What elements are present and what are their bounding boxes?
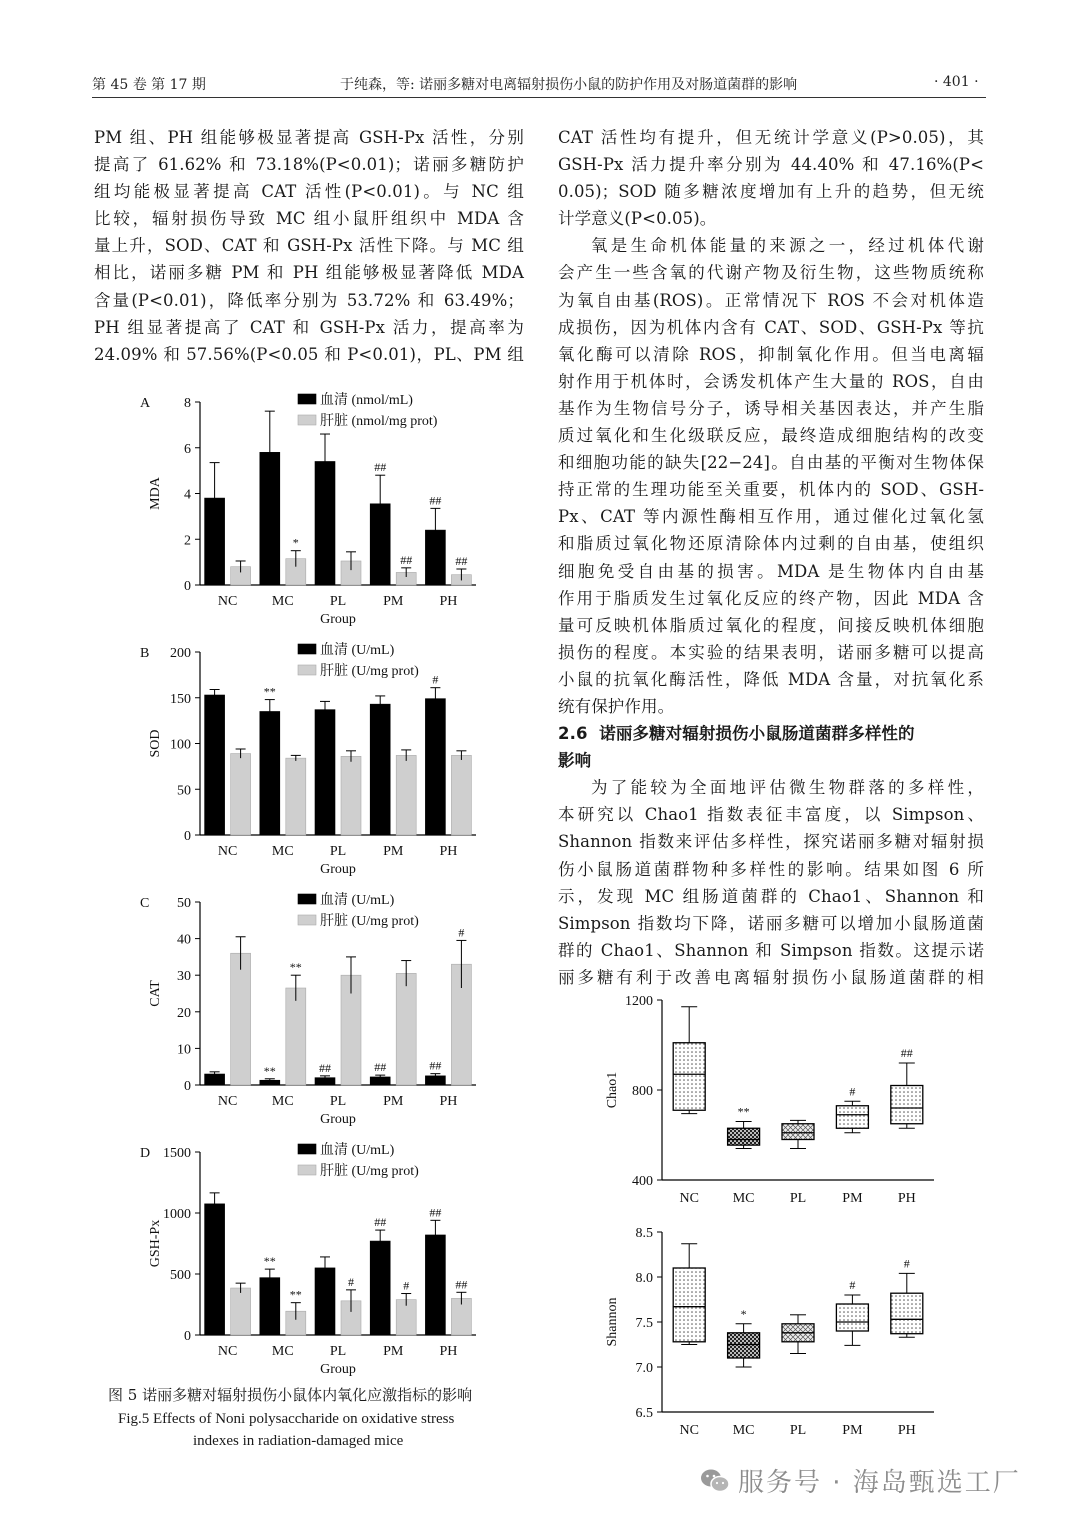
text-line: GSH-Px 活力提升率分别为 44.40% 和 47.16%(P< bbox=[558, 155, 984, 175]
x-tick-label: NC bbox=[679, 1423, 699, 1438]
significance-mark: # bbox=[348, 1274, 354, 1289]
x-tick-label: PH bbox=[439, 594, 458, 609]
y-tick-label: 8.5 bbox=[635, 1226, 653, 1241]
x-tick-label: PL bbox=[329, 844, 347, 859]
legend-label: 血清 (nmol/mL) bbox=[320, 393, 413, 408]
significance-mark: # bbox=[458, 925, 465, 940]
y-tick-label: 4 bbox=[184, 487, 191, 503]
text-line: CAT 活性均有提升，但无统计学意义(P>0.05)，其 bbox=[558, 128, 984, 147]
y-tick-label: 0 bbox=[184, 829, 191, 844]
watermark-text: 服务号 · 海岛甄选工厂 bbox=[738, 1468, 1021, 1498]
legend-swatch bbox=[298, 1144, 316, 1154]
significance-mark: # bbox=[903, 1256, 910, 1271]
x-tick-label: MC bbox=[732, 1191, 755, 1206]
x-tick-label: PH bbox=[439, 1344, 458, 1359]
bar bbox=[425, 699, 445, 835]
bar bbox=[205, 695, 225, 835]
bar-chart-mda bbox=[130, 390, 510, 630]
legend-swatch bbox=[298, 394, 316, 404]
text-line: 0.05)；SOD 随多糖浓度增加有上升的趋势，但无统 bbox=[558, 182, 984, 202]
text-line: 和细胞功能的缺失[22−24]。自由基的平衡对生物体保 bbox=[558, 453, 984, 473]
bar bbox=[370, 1241, 390, 1335]
significance-mark: ## bbox=[319, 1060, 331, 1075]
significance-mark: ## bbox=[455, 553, 468, 568]
text-line: 为氧自由基(ROS)。正常情况下 ROS 不会对机体造 bbox=[558, 290, 984, 310]
y-tick-label: 0 bbox=[184, 1329, 191, 1344]
significance-mark: ## bbox=[429, 1058, 442, 1073]
x-tick-label: NC bbox=[217, 1344, 238, 1359]
significance-mark: ** bbox=[263, 1063, 276, 1078]
y-tick-label: 7.5 bbox=[635, 1316, 653, 1331]
text-line: 作用于脂质发生过氧化反应的终产物，因此 MDA 含 bbox=[558, 588, 984, 608]
text-line: 和脂质过氧化物还原清除体内过剩的自由基，使组织 bbox=[558, 534, 984, 554]
text-line: Simpson 指数均下降，诺丽多糖可以增加小鼠肠道菌 bbox=[558, 913, 984, 933]
text-line: 含量(P<0.01)，降低率分别为 53.72% 和 63.49%； bbox=[94, 290, 524, 310]
x-tick-label: MC bbox=[732, 1423, 755, 1438]
x-tick-label: NC bbox=[217, 844, 238, 859]
y-axis-label: MDA bbox=[148, 477, 163, 510]
y-tick-label: 50 bbox=[177, 896, 191, 911]
box bbox=[728, 1128, 760, 1145]
x-tick-label: NC bbox=[679, 1191, 699, 1206]
x-tick-label: PH bbox=[897, 1191, 916, 1206]
legend-swatch bbox=[298, 415, 316, 425]
legend-swatch bbox=[298, 915, 316, 925]
y-tick-label: 200 bbox=[170, 646, 191, 661]
y-tick-label: 800 bbox=[632, 1084, 653, 1099]
x-tick-label: PM bbox=[383, 594, 404, 609]
x-axis-label: Group bbox=[320, 1362, 356, 1377]
x-tick-label: MC bbox=[271, 844, 294, 859]
text-line: 质过氧化和生化级联反应，最终造成细胞结构的改变 bbox=[558, 426, 984, 446]
wechat-icon bbox=[700, 1468, 730, 1494]
header-title: 于纯森，等: 诺丽多糖对电离辐射损伤小鼠的防护作用及对肠道菌群的影响 bbox=[340, 77, 798, 93]
y-tick-label: 50 bbox=[177, 783, 191, 799]
x-tick-label: PM bbox=[383, 1344, 404, 1359]
left-column-text bbox=[94, 124, 524, 368]
bar-chart-cat bbox=[130, 890, 510, 1130]
text-line: 会产生一些含氧的代谢产物及衍生物，这些物质统称 bbox=[558, 263, 984, 283]
significance-mark: ## bbox=[900, 1046, 913, 1060]
box bbox=[836, 1106, 868, 1129]
significance-mark: ## bbox=[455, 1277, 468, 1292]
legend-swatch bbox=[298, 894, 316, 904]
y-axis-label: SOD bbox=[148, 729, 163, 758]
x-tick-label: PM bbox=[842, 1191, 863, 1206]
significance-mark: # bbox=[403, 1278, 410, 1293]
figure5-caption-en-1: Fig.5 Effects of Noni polysaccharide on oxidative stress bbox=[118, 1411, 455, 1427]
text-line: 基作为生物信号分子，诱导相关基因表达，并产生脂 bbox=[558, 398, 984, 418]
panel-label: D bbox=[140, 1146, 151, 1161]
box bbox=[673, 1268, 705, 1342]
significance-mark: ## bbox=[374, 1060, 387, 1075]
y-tick-label: 500 bbox=[170, 1268, 191, 1283]
text-line: 氧是生命机体能量的来源之一，经过机体代谢 bbox=[591, 236, 984, 256]
bar bbox=[231, 754, 251, 835]
y-tick-label: 1500 bbox=[163, 1146, 191, 1161]
text-line: 提高了 61.62% 和 73.18%(P<0.01)；诺丽多糖防护 bbox=[94, 155, 524, 175]
text-line: 量可反映机体脂质过氧化的程度，间接反映机体细胞 bbox=[558, 615, 984, 635]
legend-label: 肝脏 (U/mg prot) bbox=[320, 664, 419, 679]
section-title: 诺丽多糖对辐射损伤小鼠肠道菌群多样性的 bbox=[599, 724, 915, 744]
x-tick-label: PL bbox=[789, 1191, 807, 1206]
text-line: 损伤的程度。本实验的结果表明，诺丽多糖可以提高 bbox=[558, 642, 984, 662]
bar bbox=[396, 755, 416, 835]
significance-mark: # bbox=[849, 1084, 856, 1099]
y-tick-label: 8 bbox=[184, 396, 191, 411]
y-tick-label: 40 bbox=[177, 932, 191, 948]
panel-label: C bbox=[140, 896, 150, 911]
box bbox=[891, 1293, 923, 1334]
significance-mark: # bbox=[432, 672, 439, 687]
y-tick-label: 100 bbox=[170, 737, 191, 753]
y-axis-label: Chao1 bbox=[605, 1071, 620, 1109]
x-axis-label: Group bbox=[320, 862, 356, 877]
significance-mark: ** bbox=[737, 1104, 750, 1119]
text-line: 细胞免受自由基的损害。MDA 是生物体内自由基 bbox=[558, 561, 984, 581]
x-tick-label: PH bbox=[439, 844, 458, 859]
x-tick-label: PM bbox=[383, 844, 404, 859]
y-tick-label: 1200 bbox=[625, 994, 653, 1009]
figure5-caption-en-2: indexes in radiation-damaged mice bbox=[193, 1433, 404, 1449]
bar bbox=[286, 758, 306, 835]
header-volume: 第 45 卷 第 17 期 bbox=[92, 77, 206, 93]
text-line: 氧化酶可以清除 ROS，抑制氧化作用。但当电离辐 bbox=[558, 344, 984, 364]
bar bbox=[396, 973, 416, 1085]
x-tick-label: NC bbox=[217, 594, 238, 609]
x-tick-label: PL bbox=[329, 594, 347, 609]
x-tick-label: PL bbox=[329, 1344, 347, 1359]
x-tick-label: PH bbox=[897, 1423, 916, 1438]
legend-label: 血清 (U/mL) bbox=[320, 893, 395, 908]
text-line: 本研究以 Chao1 指数表征丰富度，以 Simpson、 bbox=[558, 805, 984, 825]
significance-mark: ** bbox=[289, 1287, 302, 1302]
header-rule bbox=[92, 97, 986, 98]
text-line: 小鼠的抗氧化酶活性，降低 MDA 含量，对抗氧化系 bbox=[558, 669, 984, 689]
legend-label: 肝脏 (U/mg prot) bbox=[320, 1164, 419, 1179]
box-plot-shannon bbox=[598, 1222, 958, 1450]
text-line: 统有保护作用。 bbox=[558, 696, 675, 716]
section-title-cont: 影响 bbox=[558, 751, 592, 771]
y-tick-label: 0 bbox=[184, 579, 191, 594]
text-line: 量上升，SOD、CAT 和 GSH-Px 活性下降。与 MC 组 bbox=[94, 236, 524, 256]
bar-chart-gsh-px bbox=[130, 1140, 510, 1380]
bar bbox=[205, 1204, 225, 1335]
bar bbox=[286, 988, 306, 1085]
bar bbox=[370, 704, 390, 835]
significance-mark: ** bbox=[263, 684, 276, 699]
text-line: 24.09% 和 57.56%(P<0.05 和 P<0.01)，PL、PM 组 bbox=[94, 344, 524, 364]
x-axis-label: Group bbox=[320, 1112, 356, 1127]
significance-mark: ## bbox=[429, 1205, 442, 1220]
text-line: 持正常的生理功能至关重要，机体内的 SOD、GSH- bbox=[558, 480, 984, 500]
text-line: 射作用于机体时，会诱发机体产生大量的 ROS，自由 bbox=[558, 371, 984, 391]
y-axis-label: GSH-Px bbox=[148, 1219, 163, 1268]
box bbox=[673, 1043, 705, 1111]
y-tick-label: 20 bbox=[177, 1005, 191, 1021]
bar bbox=[341, 756, 361, 835]
text-line: Px、CAT 等内源性酶相互作用，通过催化过氧化氢 bbox=[558, 507, 984, 527]
text-line: 示，发现 MC 组肠道菌群的 Chao1、Shannon 和 bbox=[558, 886, 984, 906]
text-line: 群的 Chao1、Shannon 和 Simpson 指数。这提示诺 bbox=[558, 940, 984, 960]
text-line: PH 组显著提高了 CAT 和 GSH-Px 活力，提高率为 bbox=[94, 317, 524, 337]
bar bbox=[425, 1235, 445, 1335]
text-line: 伤小鼠肠道菌群物种多样性的影响。结果如图 6 所 bbox=[558, 859, 984, 879]
x-tick-label: MC bbox=[271, 1344, 294, 1359]
bar-chart-sod bbox=[130, 640, 510, 880]
x-tick-label: MC bbox=[271, 594, 294, 609]
box bbox=[782, 1124, 814, 1140]
x-tick-label: PM bbox=[842, 1423, 863, 1438]
bar bbox=[315, 710, 335, 835]
significance-mark: ## bbox=[429, 493, 442, 508]
bar bbox=[260, 711, 280, 835]
y-tick-label: 8.0 bbox=[635, 1271, 653, 1286]
y-tick-label: 2 bbox=[184, 533, 191, 549]
legend-label: 肝脏 (nmol/mg prot) bbox=[320, 414, 438, 429]
box bbox=[891, 1086, 923, 1124]
y-tick-label: 6 bbox=[184, 441, 191, 457]
text-line: Shannon 指数来评估多样性，探究诺丽多糖对辐射损 bbox=[558, 832, 984, 852]
y-axis-label: Shannon bbox=[605, 1297, 620, 1347]
section-number: 2.6 bbox=[558, 724, 588, 744]
legend-swatch bbox=[298, 665, 316, 675]
significance-mark: ## bbox=[400, 552, 413, 567]
significance-mark: # bbox=[849, 1278, 856, 1292]
bar bbox=[451, 755, 471, 835]
bar bbox=[260, 1278, 280, 1335]
text-line: PM 组、PH 组能够极显著提高 GSH-Px 活性，分别 bbox=[94, 128, 524, 147]
y-tick-label: 30 bbox=[177, 969, 191, 985]
significance-mark: ## bbox=[374, 460, 387, 475]
box bbox=[836, 1304, 868, 1331]
bar bbox=[231, 953, 251, 1085]
significance-mark: ** bbox=[289, 960, 302, 975]
significance-mark: * bbox=[740, 1306, 747, 1321]
y-tick-label: 10 bbox=[177, 1042, 191, 1058]
y-tick-label: 150 bbox=[170, 691, 191, 707]
legend-label: 血清 (U/mL) bbox=[320, 1143, 395, 1158]
figure5-caption-cn: 图 5 诺丽多糖对辐射损伤小鼠体内氧化应激指标的影响 bbox=[108, 1386, 473, 1404]
y-tick-label: 1000 bbox=[163, 1207, 191, 1222]
header-page-number: · 401 · bbox=[934, 74, 979, 90]
text-line: 比较，辐射损伤导致 MC 组小鼠肝组织中 MDA 含 bbox=[94, 209, 524, 229]
text-line: 成损伤，因为机体内含有 CAT、SOD、GSH-Px 等抗 bbox=[558, 317, 984, 337]
text-line: 组均能极显著提高 CAT 活性(P<0.01)。与 NC 组 bbox=[94, 182, 524, 202]
x-tick-label: MC bbox=[271, 1094, 294, 1109]
x-tick-label: PL bbox=[789, 1423, 807, 1438]
legend-label: 肝脏 (U/mg prot) bbox=[320, 914, 419, 929]
panel-label: A bbox=[140, 396, 151, 411]
y-tick-label: 6.5 bbox=[635, 1406, 653, 1421]
x-tick-label: PM bbox=[383, 1094, 404, 1109]
text-line: 为了能较为全面地评估微生物群落的多样性， bbox=[591, 778, 984, 798]
x-tick-label: PL bbox=[329, 1094, 347, 1109]
x-tick-label: PH bbox=[439, 1094, 458, 1109]
x-axis-label: Group bbox=[320, 612, 356, 627]
significance-mark: ** bbox=[263, 1254, 276, 1269]
x-tick-label: NC bbox=[217, 1094, 238, 1109]
text-line: 相比，诺丽多糖 PM 和 PH 组能够极显著降低 MDA bbox=[94, 263, 524, 283]
text-line: 计学意义(P<0.05)。 bbox=[558, 209, 717, 229]
panel-label: B bbox=[140, 646, 150, 661]
box bbox=[728, 1333, 760, 1358]
box-plot-chao1 bbox=[598, 990, 958, 1215]
section-heading bbox=[558, 720, 984, 747]
significance-mark: * bbox=[292, 535, 299, 550]
text-line: 丽多糖有利于改善电离辐射损伤小鼠肠道菌群的相 bbox=[558, 967, 984, 987]
significance-mark: ## bbox=[374, 1215, 387, 1230]
legend-swatch bbox=[298, 1165, 316, 1175]
y-axis-label: CAT bbox=[148, 980, 163, 1007]
legend-label: 血清 (U/mL) bbox=[320, 643, 395, 658]
right-column-text bbox=[558, 124, 984, 991]
legend-swatch bbox=[298, 644, 316, 654]
y-tick-label: 7.0 bbox=[635, 1361, 653, 1376]
y-tick-label: 400 bbox=[632, 1174, 653, 1189]
bar bbox=[231, 1288, 251, 1335]
y-tick-label: 0 bbox=[184, 1079, 191, 1094]
